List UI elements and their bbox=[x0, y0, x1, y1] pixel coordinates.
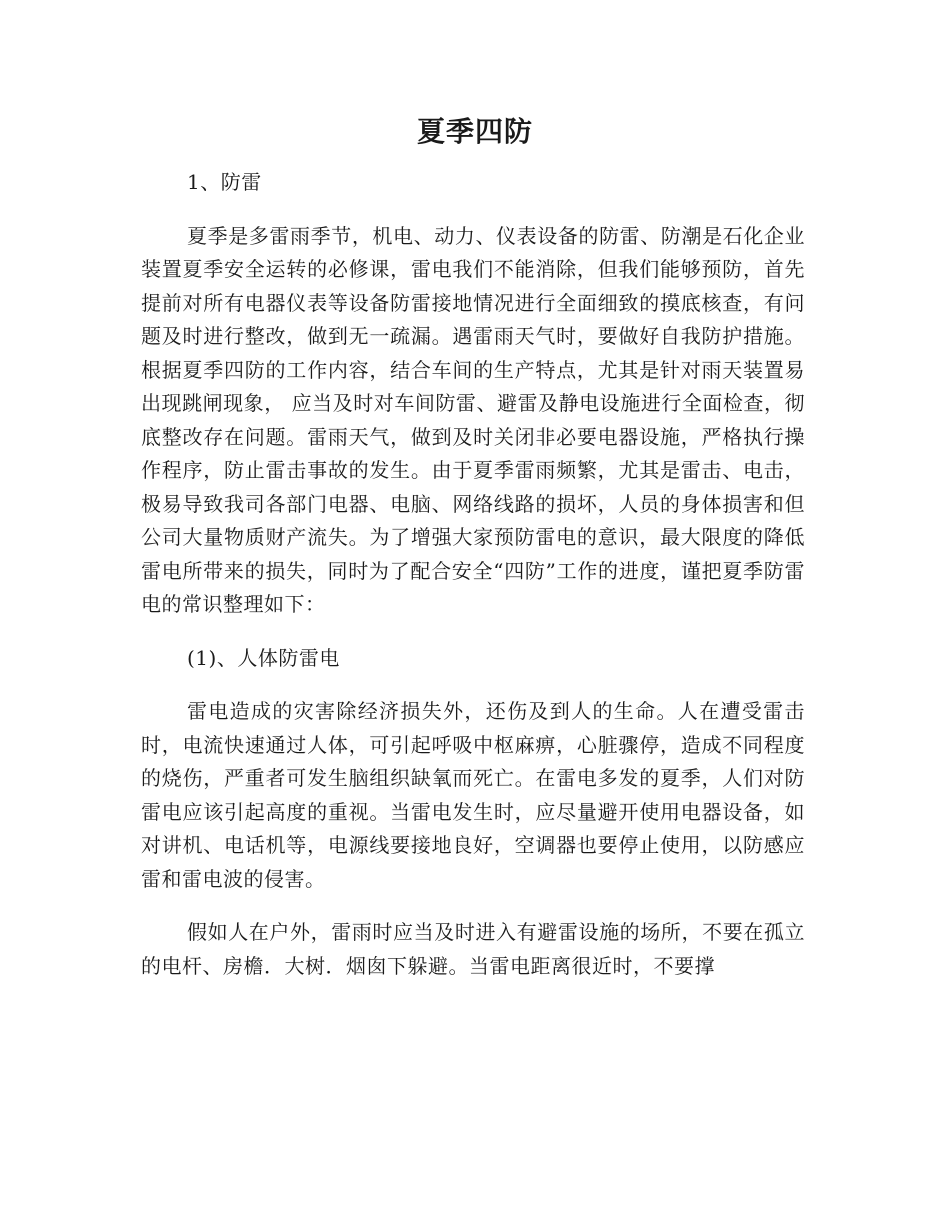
document-title: 夏季四防 bbox=[416, 115, 533, 148]
document-body bbox=[141, 166, 805, 1003]
section-heading-lightning: 1、防雷 bbox=[187, 170, 262, 194]
paragraph-lightning-intro: 夏季是多雷雨季节，机电、动力、仪表设备的防雷、防潮是石化企业装置夏季安全运转的必修课，雷电我们不能消除，但我们能够预防，首先提前对所有电器仪表等设备防雷接地情况进行全面细致的摸底核查，有问题及时进行整改，做到无一疏漏。遇雷雨天气时，要做好自我防护措施。根据夏季四防的工作内容，结合车间的生产特点，尤其是针对雨天装置易出现跳闸现象， 应当及时对车间防雷、避雷及静电设施进行全面检查，彻底整改存在问题。雷雨天气，做到及时关闭非必要电器设施，严格执行操作程序，防止雷击事故的发生。由于夏季雷雨频繁，尤其是雷击、电击，极易导致我司各部门电器、电脑、网络线路的损坏，人员的身体损害和但公司大量物质财产流失。为了增强大家预防雷电的意识，最大限度的降低雷电所带来的损失，同时为了配合安全“四防”工作的进度，谨把夏季防雷电的常识整理如下： bbox=[141, 223, 805, 616]
paragraph-outdoor-safety: 假如人在户外，雷雨时应当及时进入有避雷设施的场所，不要在孤立的电杆、房檐．大树．烟囱下躲避。当雷电距离很近时，不要撑 bbox=[141, 920, 805, 978]
paragraph-personal-protection: 雷电造成的灾害除经济损失外，还伤及到人的生命。人在遭受雷击时，电流快速通过人体，可引起呼吸中枢麻痹，心脏骤停，造成不同程度的烧伤，严重者可发生脑组织缺氧而死亡。在雷电多发的夏季，人们对防雷电应该引起高度的重视。当雷电发生时，应尽量避开使用电器设备，如对讲机、电话机等，电源线要接地良好，空调器也要停止使用，以防感应雷和雷电波的侵害。 bbox=[141, 699, 805, 891]
subsection-heading-personal-protection: (1)、人体防雷电 bbox=[187, 645, 340, 670]
